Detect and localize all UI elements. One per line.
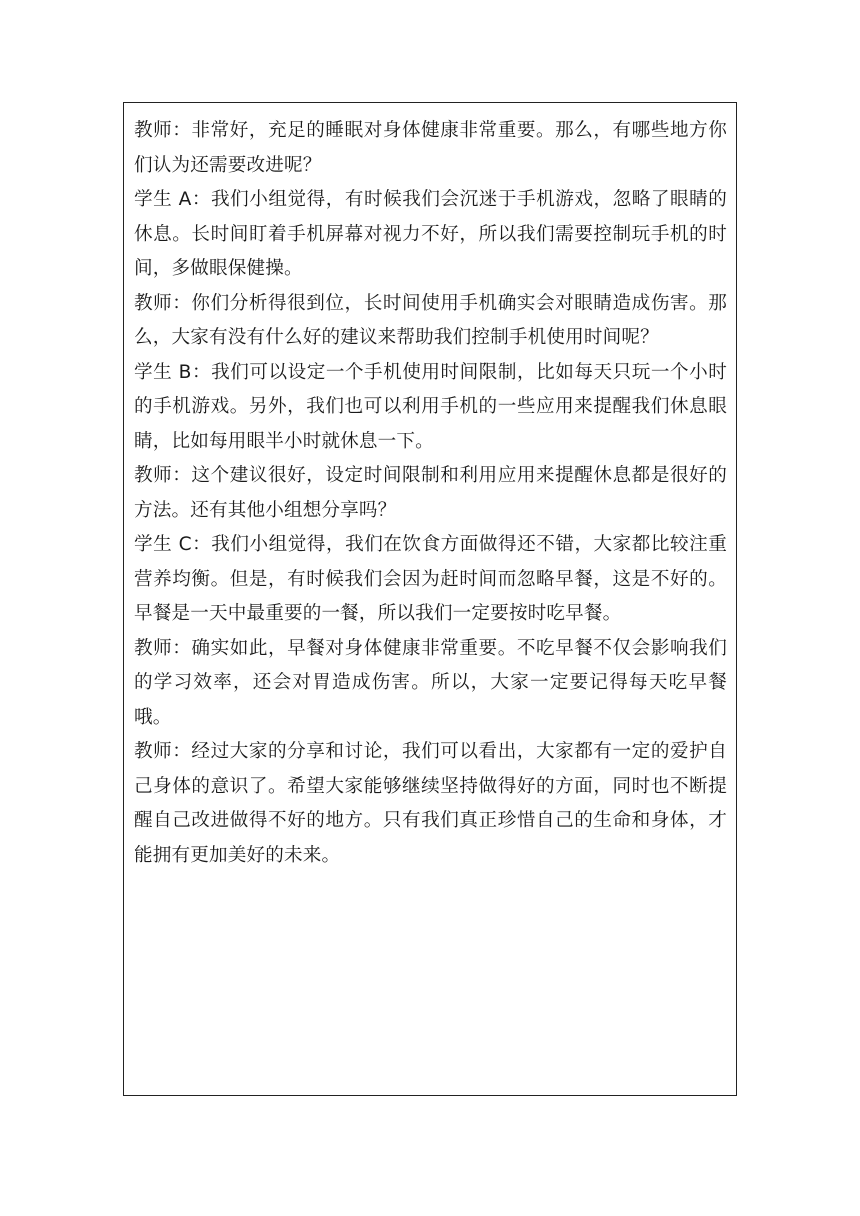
dialogue-paragraph-teacher-3: 教师：这个建议很好，设定时间限制和利用应用来提醒休息都是很好的方法。还有其他小组想分享吗？	[134, 465, 727, 521]
dialogue-table-cell	[123, 102, 737, 1096]
dialogue-paragraph-teacher-5: 教师：经过大家的分享和讨论，我们可以看出，大家都有一定的爱护自己身体的意识了。希望大家能够继续坚持做得好的方面，同时也不断提醒自己改进做得不好的地方。只有我们真正珍惜自己的生命和身体，才能拥有更加美好的未来。	[134, 741, 727, 866]
dialogue-paragraph-teacher-4: 教师：确实如此，早餐对身体健康非常重要。不吃早餐不仅会影响我们的学习效率，还会对胃造成伤害。所以，大家一定要记得每天吃早餐哦。	[134, 637, 727, 728]
dialogue-paragraph-teacher-1: 教师：非常好，充足的睡眠对身体健康非常重要。那么，有哪些地方你们认为还需要改进呢？	[134, 120, 727, 176]
dialogue-paragraph-teacher-2: 教师：你们分析得很到位，长时间使用手机确实会对眼睛造成伤害。那么，大家有没有什么好的建议来帮助我们控制手机使用时间呢？	[134, 292, 727, 348]
dialogue-paragraph-student-a: 学生 A：我们小组觉得，有时候我们会沉迷于手机游戏，忽略了眼睛的休息。长时间盯着手机屏幕对视力不好，所以我们需要控制玩手机的时间，多做眼保健操。	[134, 189, 727, 279]
dialogue-paragraph-student-b: 学生 B：我们可以设定一个手机使用时间限制，比如每天只玩一个小时的手机游戏。另外，我们也可以利用手机的一些应用来提醒我们休息眼睛，比如每用眼半小时就休息一下。	[134, 361, 727, 452]
dialogue-paragraph-student-c: 学生 C：我们小组觉得，我们在饮食方面做得还不错，大家都比较注重营养均衡。但是，有时候我们会因为赶时间而忽略早餐，这是不好的。早餐是一天中最重要的一餐，所以我们一定要按时吃早餐。	[134, 534, 727, 624]
